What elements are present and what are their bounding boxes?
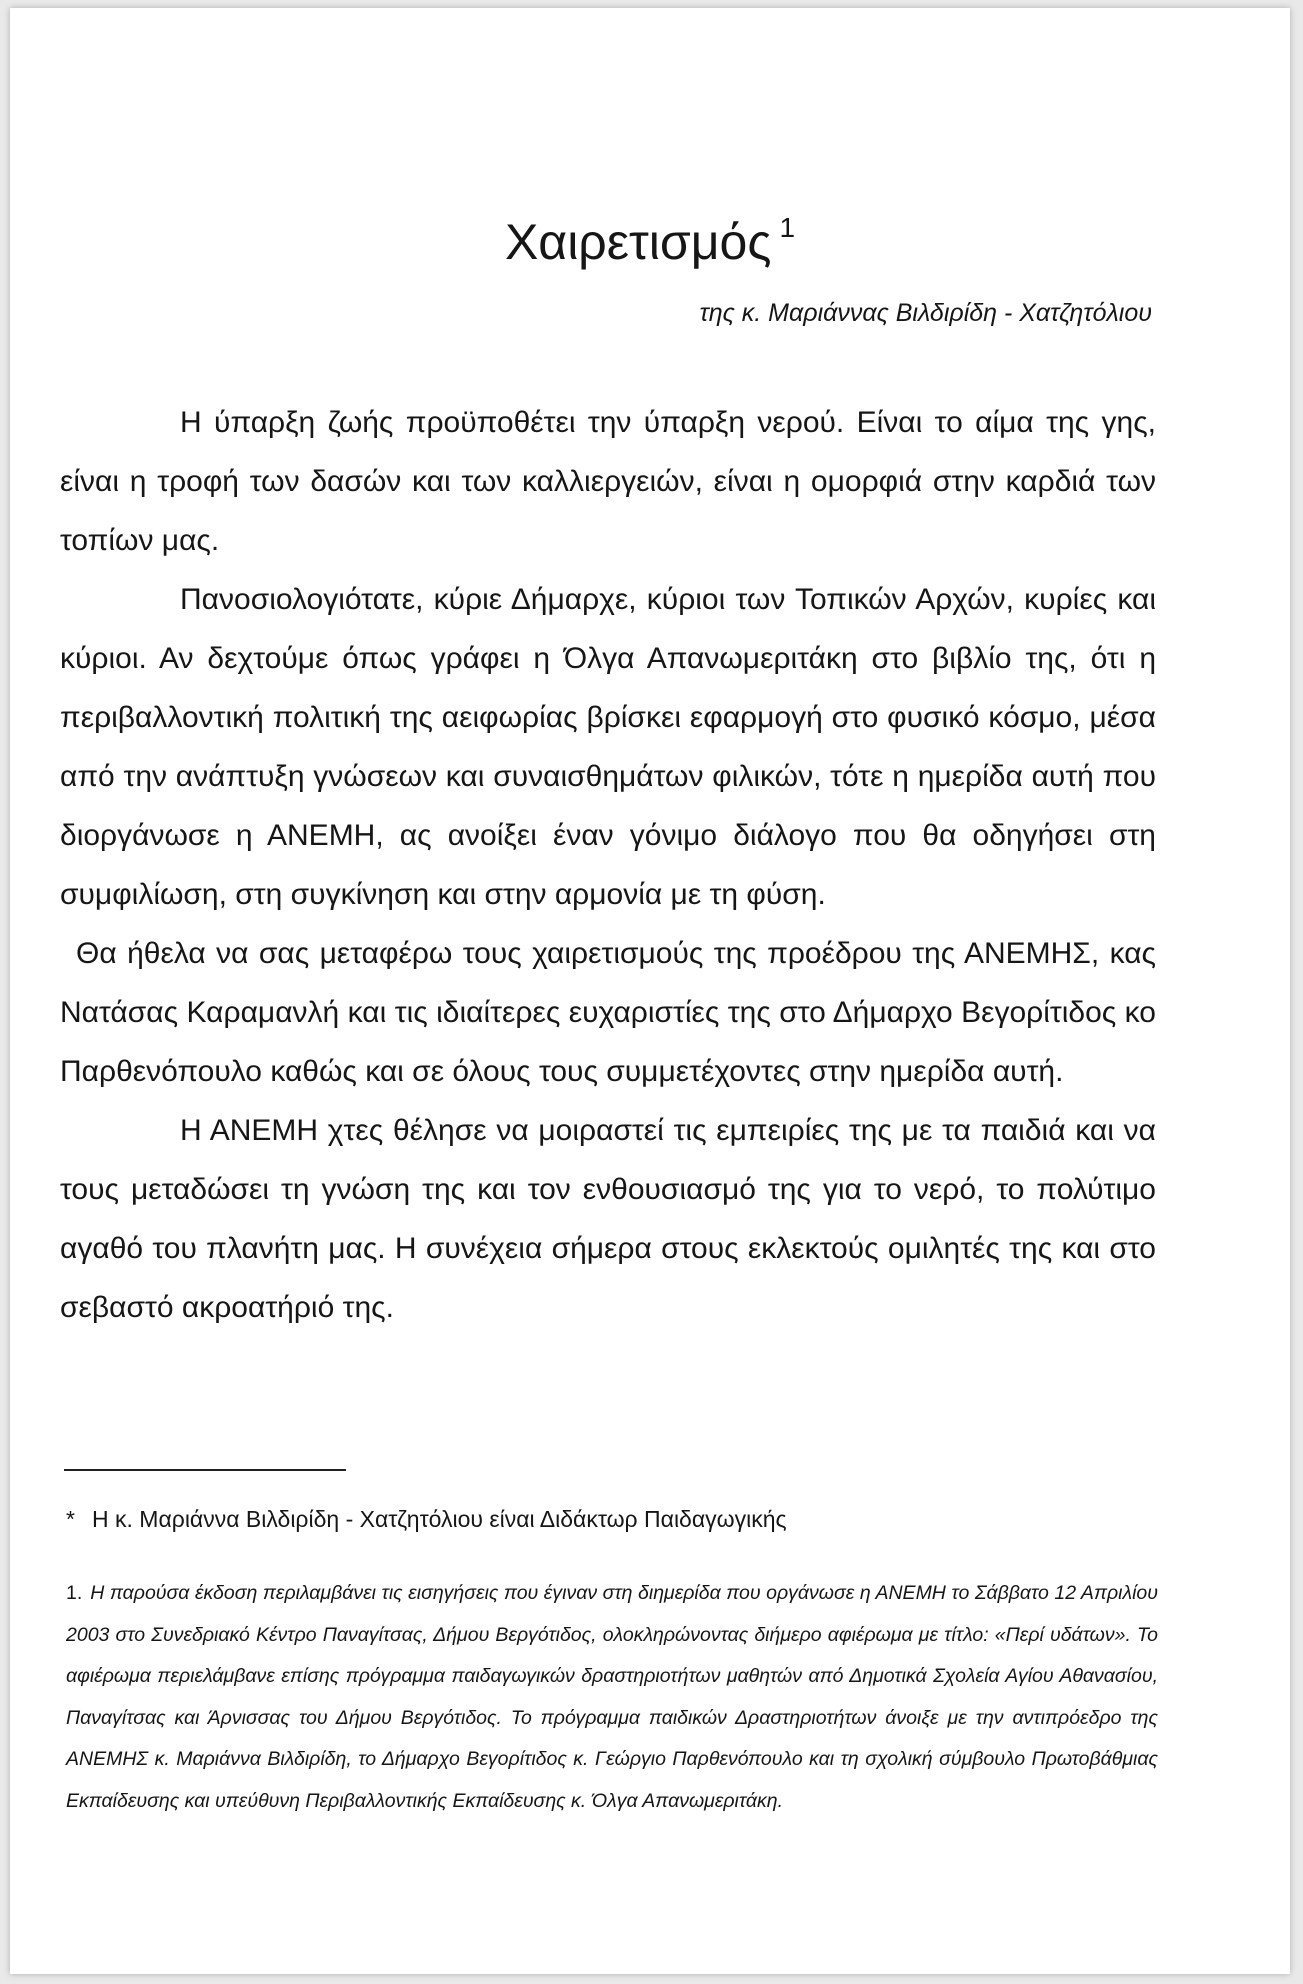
paragraph: Θα ήθελα να σας μεταφέρω τους χαιρετισμούς της προέδρου της ΑΝΕΜΗΣ, κας Νατάσας Καραμανλή και τις ιδιαίτερες ευχαριστίες της στο Δήμαρχο Βεγορίτιδος κο Παρθενόπουλο καθώς και σε όλους τους συμμετέχοντες στην ημερίδα αυτή. bbox=[60, 937, 1156, 1088]
footnote-divider bbox=[64, 1469, 346, 1471]
title-text: Χαιρετισμός bbox=[504, 214, 772, 270]
document-page bbox=[10, 8, 1290, 1974]
body-text bbox=[60, 393, 1156, 1337]
author-note-marker: * bbox=[66, 1506, 75, 1532]
paragraph: Πανοσιολογιότατε, κύριε Δήμαρχε, κύριοι των Τοπικών Αρχών, κυρίες και κύριοι. Αν δεχτούμε όπως γράφει η Όλγα Απανωμεριτάκη στο βιβλίο της, ότι η περιβαλλοντική πολιτική της αειφωρίας βρίσκει εφαρμογή στο φυσικό κόσμο, μέσα από την ανάπτυξη γνώσεων και συναισθημάτων φιλικών, τότε η ημερίδα αυτή που διοργάνωσε η ΑΝΕΜΗ, ας ανοίξει έναν γόνιμο διάλογο που θα οδηγήσει στη συμφιλίωση, στη συγκίνηση και στην αρμονία με τη φύση. bbox=[60, 583, 1156, 911]
paragraph: Η ΑΝΕΜΗ χτες θέλησε να μοιραστεί τις εμπειρίες της με τα παιδιά και να τους μεταδώσει τη γνώση της και τον ενθουσιασμό της για το νερό, το πολύτιμο αγαθό του πλανήτη μας. Η συνέχεια σήμερα στους εκλεκτούς ομιλητές της και στο σεβαστό ακροατήριό της. bbox=[60, 1114, 1156, 1324]
author-byline: της κ. Μαριάννας Βιλδιρίδη - Χατζητόλιου bbox=[699, 299, 1152, 327]
page-title bbox=[10, 198, 1290, 272]
footnote bbox=[66, 1573, 1158, 1822]
footnote-number: 1. bbox=[66, 1582, 83, 1604]
title-footnote-ref: 1 bbox=[779, 212, 796, 243]
author-note-text: Η κ. Μαριάννα Βιλδιρίδη - Χατζητόλιου είναι Διδάκτωρ Παιδαγωγικής bbox=[92, 1506, 787, 1532]
footnote-text: Η παρούσα έκδοση περιλαμβάνει τις εισηγήσεις που έγιναν στη διημερίδα που οργάνωσε η ΑΝΕΜΗ το Σάββατο 12 Απριλίου 2003 στο Συνεδριακό Κέντρο Παναγίτσας, Δήμου Βεργότιδος, ολοκληρώνοντας διήμερο αφιέρωμα με τίτλο: «Περί υδάτων». Το αφιέρωμα περιελάμβανε επίσης πρόγραμμα παιδαγωγικών δραστηριοτήτων μαθητών από Δημοτικά Σχολεία Αγίου Αθανασίου, Παναγίτσας και Άρνισσας του Δήμου Βεργότιδος. Το πρόγραμμα παιδικών Δραστηριοτήτων άνοιξε με την αντιπρόεδρο της ΑΝΕΜΗΣ κ. Μαριάννα Βιλδιρίδη, το Δήμαρχο Βεγορίτιδος κ. Γεώργιο Παρθενόπουλο και τη σχολική σύμβουλο Πρωτοβάθμιας Εκπαίδευσης και υπεύθυνη Περιβαλλοντικής Εκπαίδευσης κ. Όλγα Απανωμεριτάκη. bbox=[66, 1582, 1158, 1812]
paragraph: Η ύπαρξη ζωής προϋποθέτει την ύπαρξη νερού. Είναι το αίμα της γης, είναι η τροφή των δασών και των καλλιεργειών, είναι η ομορφιά στην καρδιά των τοπίων μας. bbox=[60, 406, 1156, 557]
author-note bbox=[66, 1502, 1166, 1536]
